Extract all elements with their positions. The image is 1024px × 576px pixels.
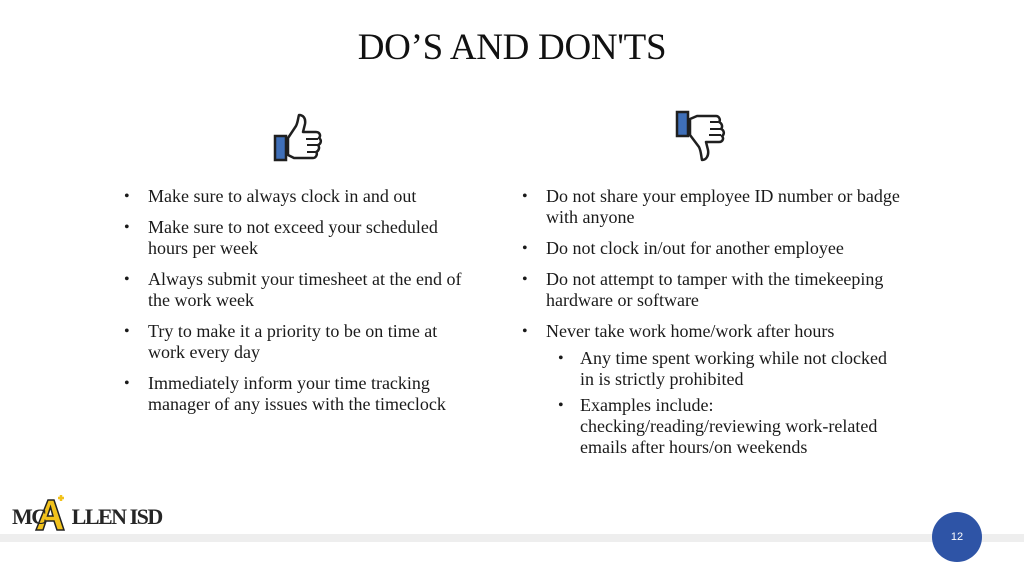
- logo-prefix: MC: [12, 504, 46, 529]
- page-number-badge: 12: [932, 512, 982, 562]
- mcallen-isd-logo: [12, 496, 162, 536]
- dos-list: [122, 186, 472, 425]
- list-item-text: Never take work home/work after hours: [546, 321, 835, 341]
- list-item-text: Do not share your employee ID number or badge with anyone: [546, 186, 900, 227]
- list-item: • Try to make it a priority to be on time at work every day: [122, 321, 472, 363]
- slide-title: DO’S AND DON'TS: [357, 27, 667, 68]
- thumbs-down-icon: [674, 108, 728, 164]
- sub-list: [546, 348, 900, 458]
- list-item: [520, 186, 900, 228]
- list-item: [520, 269, 900, 311]
- list-item: • Immediately inform your time tracking manager of any issues with the timeclock: [122, 373, 472, 415]
- list-item: [520, 321, 900, 458]
- list-item-text: Do not attempt to tamper with the timekeeping hardware or software: [546, 269, 884, 310]
- sub-list-item: • Any time spent working while not clocked in is strictly prohibited: [546, 348, 900, 390]
- thumbs-up-icon: [272, 112, 324, 164]
- donts-list: [520, 186, 900, 468]
- list-item-text: Do not clock in/out for another employee: [546, 238, 844, 258]
- logo-suffix: LLEN ISD: [71, 504, 162, 529]
- footer-band: [0, 534, 1024, 542]
- sub-list-item: • Examples include: checking/reading/reviewing work-related emails after hours/on weekends: [546, 395, 900, 458]
- list-item: [520, 238, 900, 259]
- list-item: • Always submit your timesheet at the end of the work week: [122, 269, 472, 311]
- list-item: • Make sure to not exceed your scheduled hours per week: [122, 217, 472, 259]
- list-item: • Make sure to always clock in and out: [122, 186, 472, 207]
